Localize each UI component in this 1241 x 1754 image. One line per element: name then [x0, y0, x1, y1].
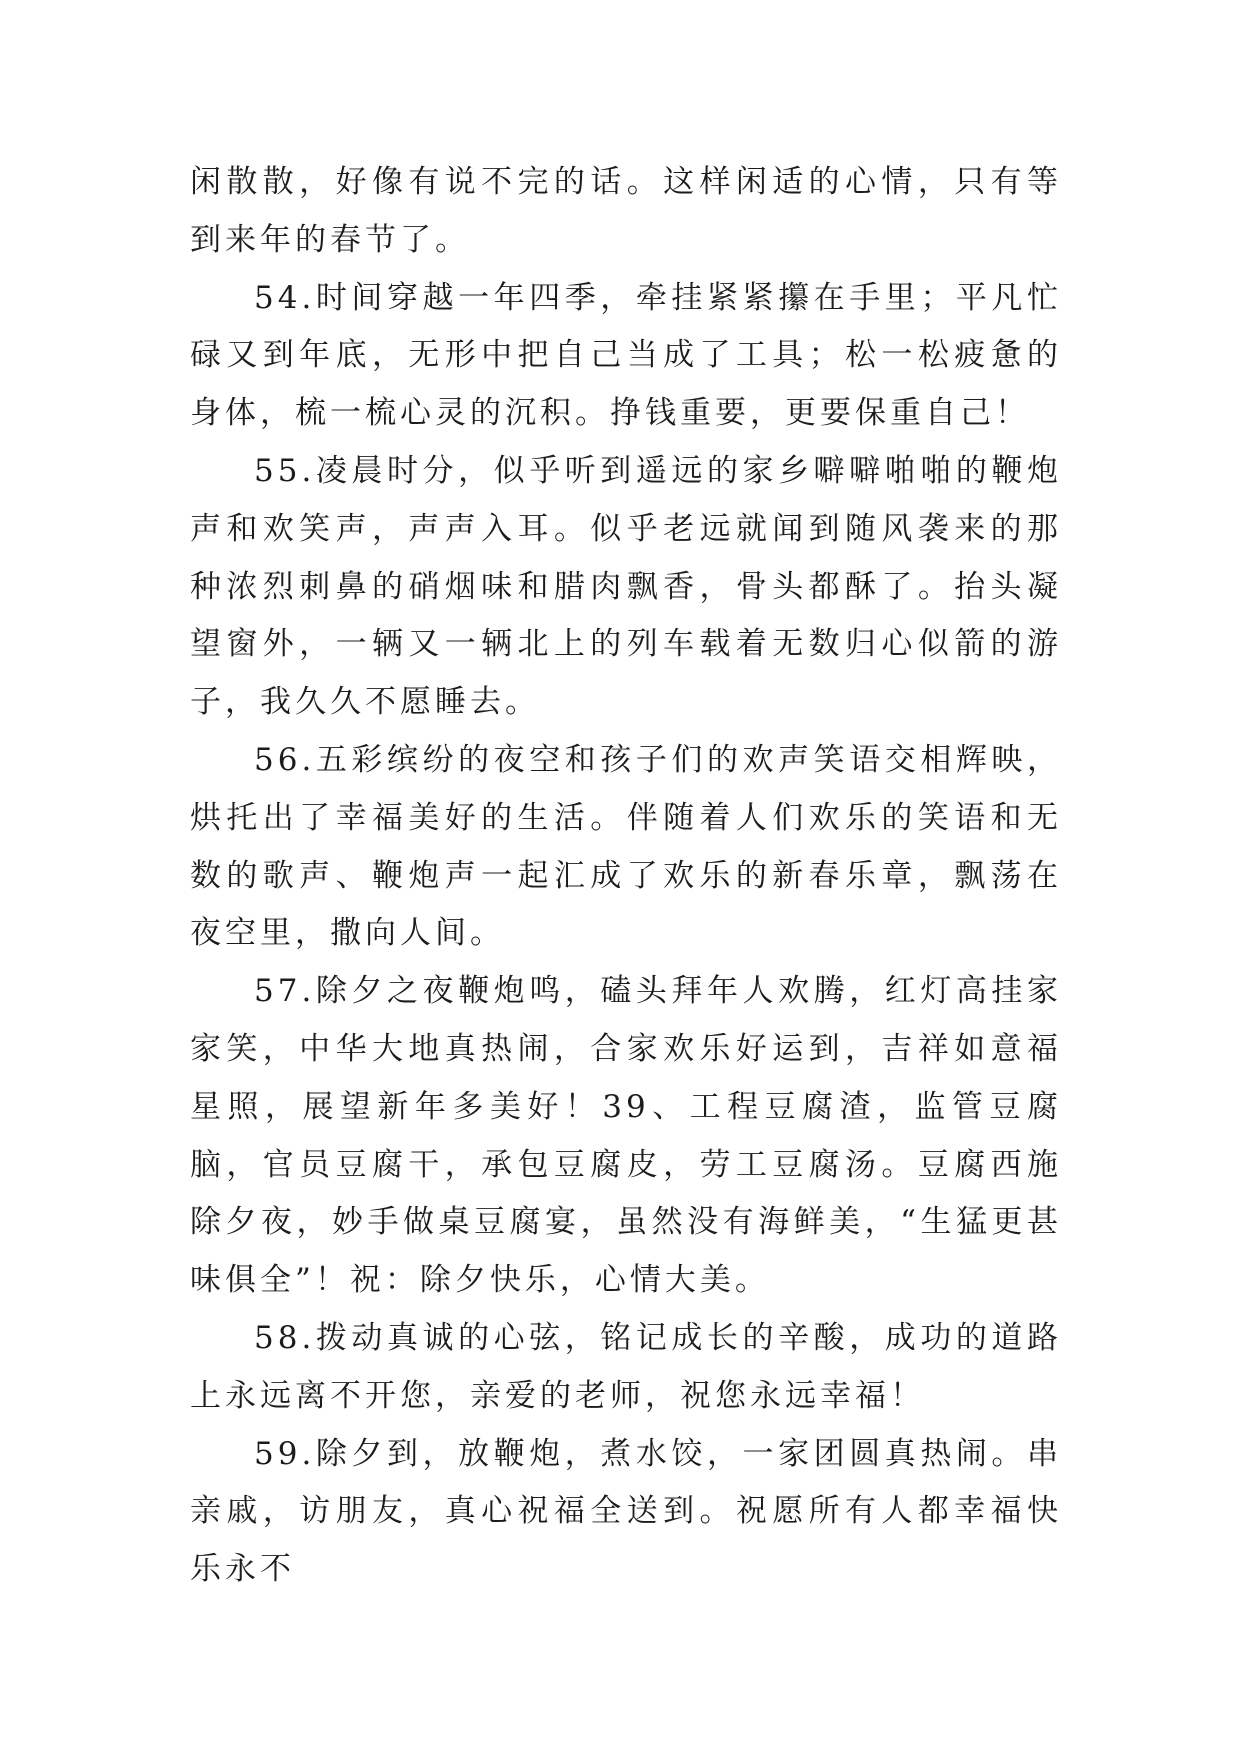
paragraph-59: 59.除夕到，放鞭炮，煮水饺，一家团圆真热闹。串亲戚，访朋友，真心祝福全送到。祝愿所有人都幸福快乐永不: [190, 1435, 1062, 1588]
paragraph-56: 56.五彩缤纷的夜空和孩子们的欢声笑语交相辉映，烘托出了幸福美好的生活。伴随着人们欢乐的笑语和无数的歌声、鞭炮声一起汇成了欢乐的新春乐章，飘荡在夜空里，撒向人间。: [190, 741, 1062, 952]
document-body: [190, 154, 1062, 1599]
paragraph-54: 54.时间穿越一年四季，牵挂紧紧攥在手里；平凡忙碌又到年底，无形中把自己当成了工具；松一松疲惫的身体，梳一梳心灵的沉积。挣钱重要，更要保重自己！: [190, 279, 1062, 432]
paragraph-58: 58.拨动真诚的心弦，铭记成长的辛酸，成功的道路上永远离不开您，亲爱的老师，祝您永远幸福！: [190, 1319, 1062, 1414]
paragraph-continuation: 闲散散，好像有说不完的话。这样闲适的心情，只有等到来年的春节了。: [190, 164, 1062, 258]
paragraph-57: 57.除夕之夜鞭炮鸣，磕头拜年人欢腾，红灯高挂家家笑，中华大地真热闹，合家欢乐好运到，吉祥如意福星照，展望新年多美好！39、工程豆腐渣，监管豆腐脑，官员豆腐干，承包豆腐皮，劳工豆腐汤。豆腐西施除夕夜，妙手做桌豆腐宴，虽然没有海鲜美，“生猛更甚味俱全”！祝：除夕快乐，心情大美。: [190, 973, 1062, 1299]
paragraph-55: 55.凌晨时分，似乎听到遥远的家乡噼噼啪啪的鞭炮声和欢笑声，声声入耳。似乎老远就闻到随风袭来的那种浓烈刺鼻的硝烟味和腊肉飘香，骨头都酥了。抬头凝望窗外，一辆又一辆北上的列车载着无数归心似箭的游子，我久久不愿睡去。: [190, 452, 1062, 721]
